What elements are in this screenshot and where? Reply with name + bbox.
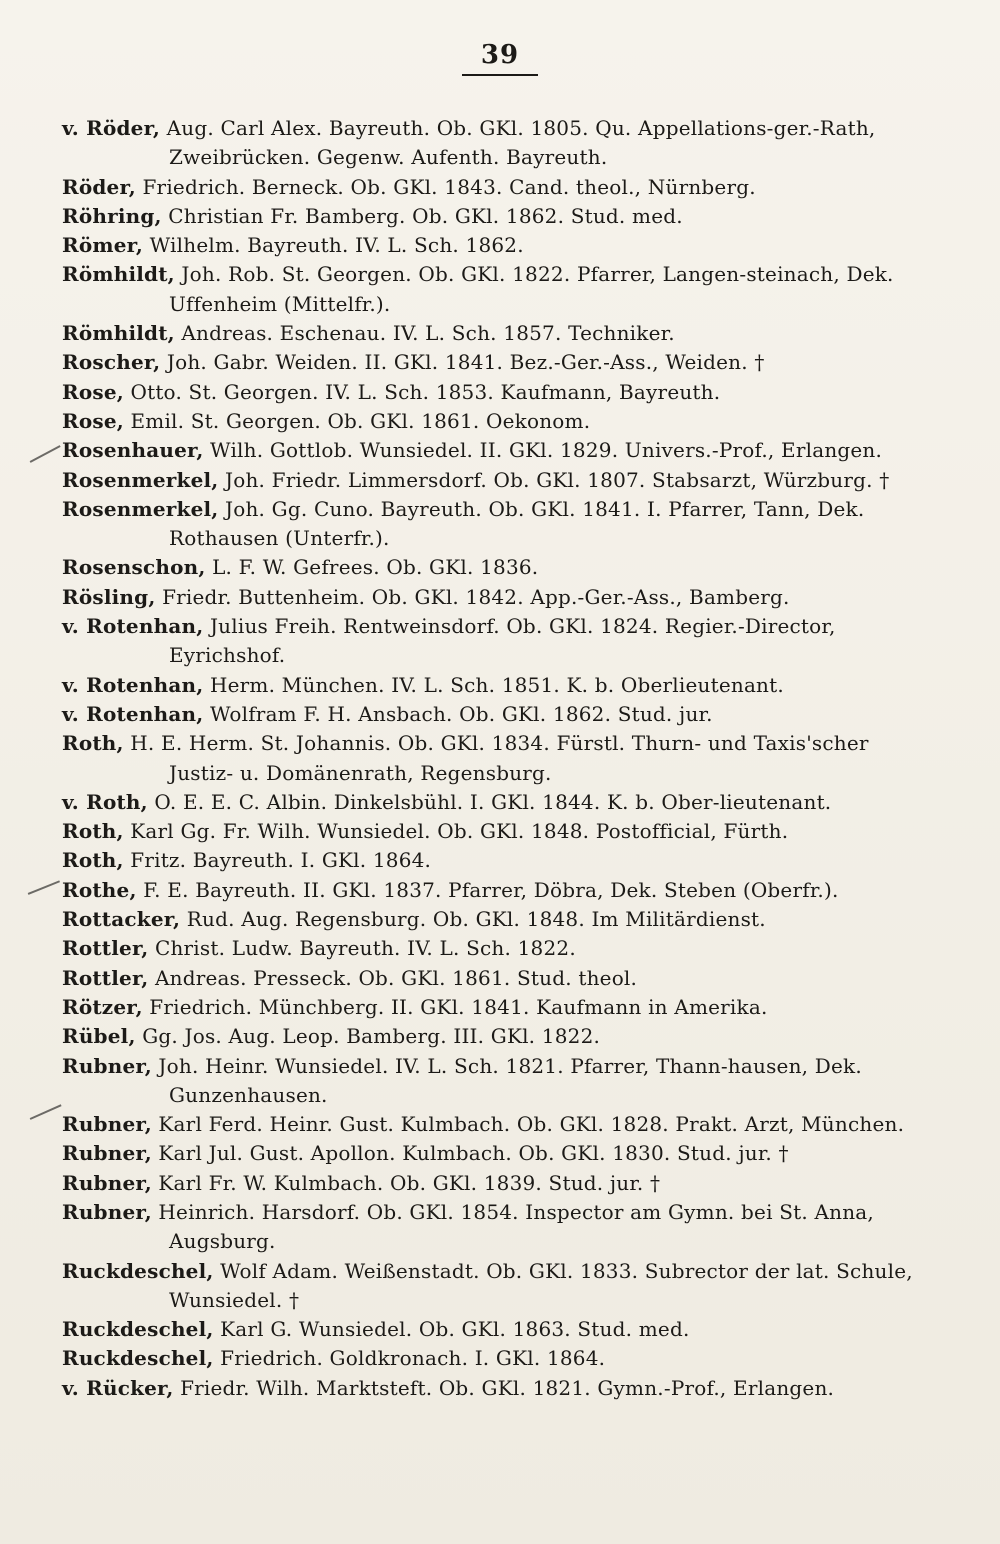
entry-details: Karl Jul. Gust. Apollon. Kulmbach. Ob. GKl. 1830. Stud. jur. †	[151, 1141, 789, 1166]
entry-name: Rose,	[62, 379, 124, 404]
entry-name: Röhring,	[62, 203, 162, 228]
entry-name: v. Rotenhan,	[62, 672, 204, 697]
entry-details: Aug. Carl Alex. Bayreuth. Ob. GKl. 1805. Qu. Appellations-ger.-Rath, Zweibrücken. Gegenw. Aufenth. Bayreuth.	[160, 116, 876, 170]
register-entry	[62, 1374, 928, 1403]
entry-name: Römhildt,	[62, 321, 175, 346]
register-entry	[62, 817, 928, 846]
register-entry	[62, 729, 928, 788]
entry-details: Julius Freih. Rentweinsdorf. Ob. GKl. 1824. Regier.-Director, Eyrichshof.	[169, 614, 836, 668]
register-entry	[62, 114, 928, 173]
entry-name: Rottacker,	[62, 907, 181, 932]
entry-name: Ruckdeschel,	[62, 1346, 214, 1371]
entry-details: Andreas. Eschenau. IV. L. Sch. 1857. Techniker.	[174, 321, 675, 346]
entry-details: Friedr. Buttenheim. Ob. GKl. 1842. App.-Ger.-Ass., Bamberg.	[155, 584, 790, 609]
entry-details: Wolfram F. H. Ansbach. Ob. GKl. 1862. Stud. jur.	[203, 701, 713, 726]
entry-details: Christian Fr. Bamberg. Ob. GKl. 1862. Stud. med.	[161, 203, 683, 228]
entry-name: Römhildt,	[62, 262, 175, 287]
entry-details: Wilh. Gottlob. Wunsiedel. II. GKl. 1829. Univers.-Prof., Erlangen.	[203, 438, 883, 463]
register-entry	[62, 466, 928, 495]
register-entry	[62, 553, 928, 582]
entry-details: Karl Ferd. Heinr. Gust. Kulmbach. Ob. GKl. 1828. Prakt. Arzt, München.	[151, 1112, 905, 1137]
entry-name: Ruckdeschel,	[62, 1317, 214, 1342]
entry-details: Christ. Ludw. Bayreuth. IV. L. Sch. 1822.	[148, 936, 576, 961]
entry-name: Rothe,	[62, 877, 137, 902]
entry-name: Rose,	[62, 408, 124, 433]
entry-name: v. Rotenhan,	[62, 701, 204, 726]
entry-name: Römer,	[62, 233, 144, 258]
register-entry	[62, 407, 928, 436]
entry-name: v. Roth,	[62, 789, 148, 814]
entry-name: Rubner,	[62, 1141, 152, 1166]
register-entry	[62, 319, 928, 348]
register-entry	[62, 1169, 928, 1198]
entry-details: Herm. München. IV. L. Sch. 1851. K. b. Oberlieutenant.	[203, 672, 784, 697]
entry-name: Rosenhauer,	[62, 438, 204, 463]
entry-name: Rubner,	[62, 1199, 152, 1224]
register-entry	[62, 378, 928, 407]
register-entry	[62, 788, 928, 817]
register-entry	[62, 1139, 928, 1168]
register-entry	[62, 436, 928, 465]
entry-details: Karl Gg. Fr. Wilh. Wunsiedel. Ob. GKl. 1848. Postofficial, Fürth.	[123, 819, 789, 844]
entry-details: Joh. Gg. Cuno. Bayreuth. Ob. GKl. 1841. I. Pfarrer, Tann, Dek. Rothausen (Unterfr.).	[169, 496, 865, 551]
register-entry	[62, 846, 928, 875]
entry-details: Wilhelm. Bayreuth. IV. L. Sch. 1862.	[143, 233, 524, 258]
entry-details: Rud. Aug. Regensburg. Ob. GKl. 1848. Im Militärdienst.	[180, 907, 766, 932]
entry-name: Rosenmerkel,	[62, 496, 219, 521]
register-entry	[62, 671, 928, 700]
margin-pencil-mark	[30, 1104, 62, 1119]
entry-details: Joh. Friedr. Limmersdorf. Ob. GKl. 1807. Stabsarzt, Würzburg. †	[218, 467, 890, 492]
register-entry-list	[62, 114, 928, 1403]
register-entry	[62, 495, 928, 554]
entry-details: Wolf Adam. Weißenstadt. Ob. GKl. 1833. Subrector der lat. Schule, Wunsiedel. †	[169, 1258, 913, 1312]
entry-details: Otto. St. Georgen. IV. L. Sch. 1853. Kaufmann, Bayreuth.	[123, 379, 721, 404]
entry-name: Rosenmerkel,	[62, 467, 219, 492]
entry-name: Rötzer,	[62, 994, 143, 1019]
register-entry	[62, 1198, 928, 1257]
entry-details: Joh. Rob. St. Georgen. Ob. GKl. 1822. Pfarrer, Langen-steinach, Dek. Uffenheim (Mittelfr.).	[169, 262, 894, 316]
register-entry	[62, 993, 928, 1022]
entry-details: O. E. E. C. Albin. Dinkelsbühl. I. GKl. 1844. K. b. Ober-lieutenant.	[147, 789, 832, 814]
register-entry	[62, 700, 928, 729]
entry-details: Emil. St. Georgen. Ob. GKl. 1861. Oekonom.	[123, 408, 591, 433]
entry-name: Roth,	[62, 848, 124, 873]
entry-details: Friedrich. Münchberg. II. GKl. 1841. Kaufmann in Amerika.	[142, 994, 768, 1019]
entry-name: Roth,	[62, 819, 124, 844]
page-number: 39	[480, 40, 520, 70]
register-entry	[62, 1022, 928, 1051]
register-entry	[62, 1257, 928, 1316]
entry-details: Gg. Jos. Aug. Leop. Bamberg. III. GKl. 1822.	[135, 1024, 601, 1049]
register-entry	[62, 173, 928, 202]
entry-name: Rosenschon,	[62, 555, 206, 580]
entry-name: Rottler,	[62, 936, 149, 961]
entry-name: Ruckdeschel,	[62, 1258, 214, 1283]
margin-pencil-mark	[30, 445, 61, 462]
entry-name: Roth,	[62, 731, 124, 756]
entry-name: Roscher,	[62, 350, 161, 375]
entry-name: Rubner,	[62, 1112, 152, 1137]
entry-details: F. E. Bayreuth. II. GKl. 1837. Pfarrer, Döbra, Dek. Steben (Oberfr.).	[136, 877, 839, 902]
entry-name: v. Rotenhan,	[62, 614, 204, 639]
entry-details: Karl G. Wunsiedel. Ob. GKl. 1863. Stud. med.	[213, 1317, 690, 1342]
entry-details: Friedrich. Berneck. Ob. GKl. 1843. Cand. theol., Nürnberg.	[135, 174, 756, 199]
register-entry	[62, 905, 928, 934]
entry-name: Röder,	[62, 174, 136, 199]
entry-name: Rubner,	[62, 1170, 152, 1195]
entry-details: Joh. Gabr. Weiden. II. GKl. 1841. Bez.-Ger.-Ass., Weiden. †	[160, 350, 765, 375]
entry-name: v. Rücker,	[62, 1375, 174, 1400]
entry-details: Heinrich. Harsdorf. Ob. GKl. 1854. Inspector am Gymn. bei St. Anna, Augsburg.	[151, 1199, 874, 1254]
entry-name: Rottler,	[62, 965, 149, 990]
margin-pencil-mark	[28, 880, 60, 894]
entry-name: Rösling,	[62, 584, 156, 609]
entry-name: Rubner,	[62, 1053, 152, 1078]
register-entry	[62, 964, 928, 993]
entry-details: Andreas. Presseck. Ob. GKl. 1861. Stud. theol.	[148, 965, 638, 990]
register-entry	[62, 231, 928, 260]
register-entry	[62, 1110, 928, 1139]
entry-details: Friedr. Wilh. Marktsteft. Ob. GKl. 1821. Gymn.-Prof., Erlangen.	[173, 1375, 835, 1400]
register-entry	[62, 1315, 928, 1344]
entry-details: Joh. Heinr. Wunsiedel. IV. L. Sch. 1821. Pfarrer, Thann-hausen, Dek. Gunzenhausen.	[151, 1053, 862, 1107]
register-entry	[62, 260, 928, 319]
page-number-underline	[462, 74, 538, 76]
register-entry	[62, 612, 928, 671]
entry-name: v. Röder,	[62, 116, 161, 140]
entry-details: L. F. W. Gefrees. Ob. GKl. 1836.	[205, 555, 539, 580]
entry-details: H. E. Herm. St. Johannis. Ob. GKl. 1834. Fürstl. Thurn- und Taxis'scher Justiz- u. Domänenrath, Regensburg.	[123, 731, 869, 785]
entry-details: Karl Fr. W. Kulmbach. Ob. GKl. 1839. Stud. jur. †	[151, 1170, 661, 1195]
register-entry	[62, 202, 928, 231]
entry-details: Friedrich. Goldkronach. I. GKl. 1864.	[213, 1346, 606, 1371]
register-entry	[62, 876, 928, 905]
register-entry	[62, 348, 928, 377]
entry-name: Rübel,	[62, 1024, 136, 1049]
register-entry	[62, 934, 928, 963]
register-entry	[62, 583, 928, 612]
entry-details: Fritz. Bayreuth. I. GKl. 1864.	[123, 848, 432, 873]
register-entry	[62, 1052, 928, 1111]
register-entry	[62, 1344, 928, 1373]
